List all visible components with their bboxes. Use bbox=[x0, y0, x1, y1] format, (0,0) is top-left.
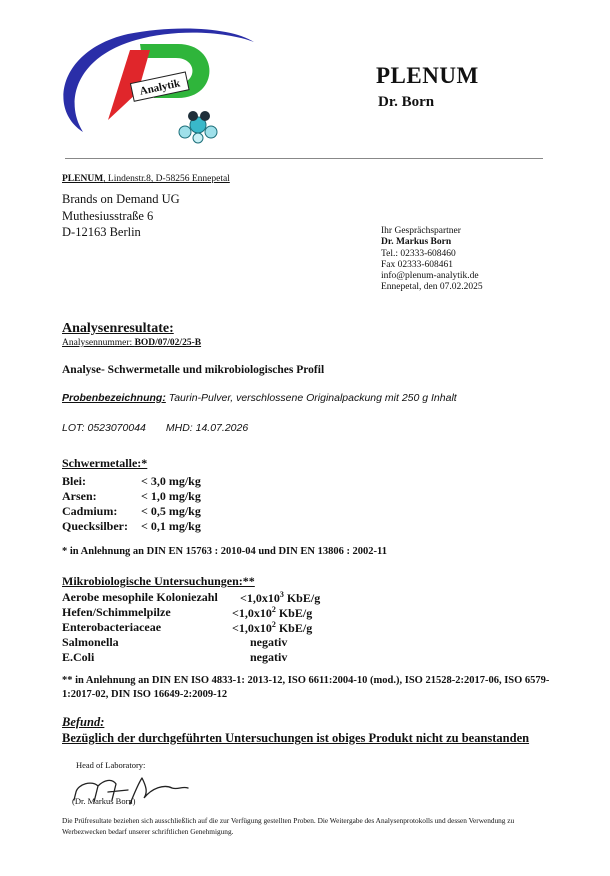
logo-text: Analytik bbox=[138, 77, 182, 98]
company-subtitle: Dr. Born bbox=[378, 94, 435, 110]
contact-tel: Tel.: 02333-608460 bbox=[381, 248, 456, 259]
analysis-profile-title: Analyse- Schwermetalle und mikrobiologisches Profil bbox=[62, 364, 325, 376]
plenum-analytik-logo bbox=[58, 20, 258, 150]
metal-label: Arsen: bbox=[62, 489, 97, 503]
recipient-line-3: D-12163 Berlin bbox=[62, 225, 141, 239]
head-of-laboratory-label: Head of Laboratory: bbox=[76, 760, 146, 770]
micro-label: Aerobe mesophile Koloniezahl bbox=[62, 590, 218, 604]
recipient-address bbox=[62, 191, 180, 241]
micro-value: $<1,0x10^2$ KbE/g bbox=[232, 605, 313, 620]
heavy-metal-row bbox=[62, 504, 262, 519]
signer-name: (Dr. Markus Born) bbox=[72, 796, 136, 806]
contact-person: Dr. Markus Born bbox=[381, 237, 452, 248]
metal-value: < 0,1 mg/kg bbox=[141, 519, 201, 533]
micro-value: negativ bbox=[250, 650, 288, 664]
disclaimer-footer: Die Prüfresultate beziehen sich ausschließlich auf die zur Verfügung gestellten Proben. Die Weitergabe des Analysenprotokolls und dessen Verwendung zu Werbezwecken bedarf unserer schriftlichen Genehmigung. bbox=[62, 816, 515, 836]
heavy-metal-row bbox=[62, 474, 262, 489]
micro-row bbox=[62, 605, 362, 620]
heavy-metals-title: Schwermetalle:* bbox=[62, 456, 148, 470]
contact-email: info@plenum-analytik.de bbox=[381, 271, 479, 282]
metal-label: Cadmium: bbox=[62, 504, 118, 518]
company-name: PLENUM bbox=[376, 63, 479, 88]
contact-fax: Fax 02333-608461 bbox=[381, 259, 454, 270]
sample-description bbox=[62, 392, 457, 404]
metal-label: Blei: bbox=[62, 474, 86, 488]
micro-row bbox=[62, 620, 362, 635]
finding-text: Bezüglich der durchgeführten Untersuchungen ist obiges Produkt nicht zu beanstanden bbox=[62, 731, 530, 745]
micro-label: Hefen/Schimmelpilze bbox=[62, 605, 171, 619]
heavy-metal-row bbox=[62, 489, 262, 504]
sender-address: , Lindenstr.8, D-58256 Ennepetal bbox=[103, 174, 230, 184]
molecule-icon bbox=[179, 111, 217, 143]
sample-value: Taurin-Pulver, verschlossene Originalpackung mit 250 g Inhalt bbox=[165, 392, 457, 404]
micro-value: negativ bbox=[250, 635, 288, 649]
microbiology-title: Mikrobiologische Untersuchungen:** bbox=[62, 574, 255, 588]
micro-row bbox=[62, 650, 362, 665]
metal-label: Quecksilber: bbox=[62, 519, 128, 533]
metal-value: < 1,0 mg/kg bbox=[141, 489, 201, 503]
analysis-number-value: BOD/07/02/25-B bbox=[134, 338, 202, 348]
contact-place-date: Ennepetal, den 07.02.2025 bbox=[381, 282, 483, 293]
microbiology-footnote: ** in Anlehnung an DIN EN ISO 4833-1: 2013-12, ISO 6611:2004-10 (mod.), ISO 21528-2:2017-06, ISO 6579-1:2017-02, DIN ISO 16649-2:2009-12 bbox=[62, 675, 550, 700]
finding-title: Befund: bbox=[62, 715, 105, 729]
lot-number: LOT: 0523070044 bbox=[62, 422, 146, 434]
results-title: Analysenresultate: bbox=[62, 321, 174, 336]
micro-row bbox=[62, 635, 362, 650]
recipient-line-1: Brands on Demand UG bbox=[62, 192, 180, 206]
contact-block bbox=[381, 226, 483, 294]
metal-value: < 3,0 mg/kg bbox=[141, 474, 201, 488]
sender-address-line bbox=[62, 174, 230, 184]
header-divider bbox=[65, 158, 543, 159]
micro-row bbox=[62, 590, 362, 605]
recipient-line-2: Muthesiusstraße 6 bbox=[62, 208, 154, 223]
heavy-metal-row bbox=[62, 519, 262, 534]
metal-value: < 0,5 mg/kg bbox=[141, 504, 201, 518]
best-before: MHD: 14.07.2026 bbox=[165, 422, 249, 434]
contact-label: Ihr Gesprächspartner bbox=[381, 226, 461, 236]
micro-label: E.Coli bbox=[62, 650, 95, 664]
analysis-number-label: Analysennummer: bbox=[62, 338, 135, 348]
micro-value: $<1,0x10^3$ KbE/g bbox=[240, 590, 321, 605]
sample-label: Probenbezeichnung: bbox=[62, 392, 166, 404]
micro-label: Salmonella bbox=[62, 635, 119, 649]
micro-value: $<1,0x10^2$ KbE/g bbox=[232, 620, 313, 635]
sender-name: PLENUM bbox=[62, 174, 104, 184]
analysis-number bbox=[62, 338, 201, 348]
heavy-metals-footnote: * in Anlehnung an DIN EN 15763 : 2010-04 und DIN EN 13806 : 2002-11 bbox=[62, 546, 387, 557]
lot-line bbox=[62, 422, 248, 434]
micro-label: Enterobacteriaceae bbox=[62, 620, 162, 634]
